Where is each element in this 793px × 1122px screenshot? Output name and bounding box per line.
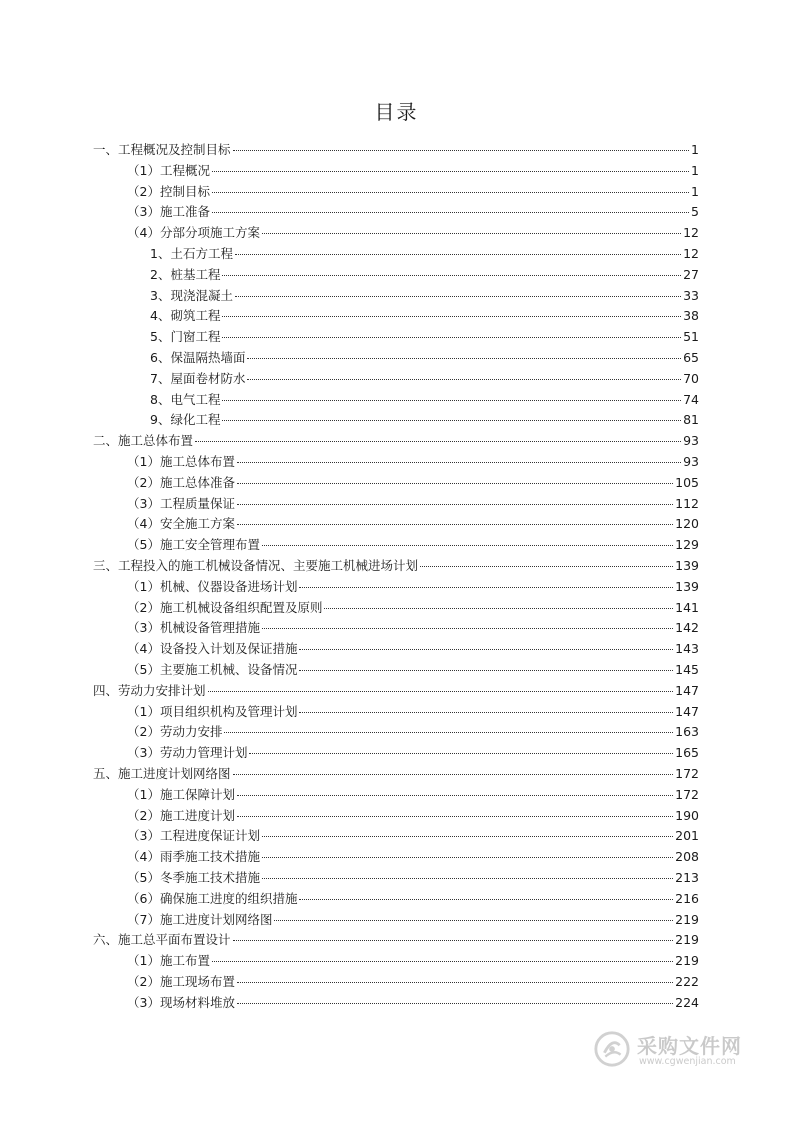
toc-entry-label: （5）主要施工机械、设备情况 [127,662,298,677]
toc-dot-leader [222,316,681,317]
toc-entry-page: 27 [683,266,699,282]
toc-entry[interactable] [150,306,699,326]
toc-entry-page: 12 [683,246,699,261]
toc-dot-leader [233,774,674,775]
toc-entry-page: 190 [675,807,699,823]
toc-entry[interactable] [127,868,699,888]
toc-dot-leader [299,712,673,713]
toc-entry[interactable] [127,202,699,222]
toc-entry-label: （4）雨季施工技术措施 [127,849,260,865]
toc-entry[interactable] [93,681,699,701]
toc-entry-label: （2）施工总体准备 [127,474,235,490]
toc-entry[interactable] [127,535,699,555]
toc-entry-label: 1、土石方工程 [150,246,233,261]
toc-dot-leader [237,1003,673,1004]
watermark [593,1028,758,1074]
toc-dot-leader [262,878,673,879]
toc-entry-page: 93 [683,454,699,469]
toc-entry-page: 143 [675,641,699,657]
toc-entry-page: 139 [675,558,699,573]
toc-entry-page: 224 [675,994,699,1010]
toc-entry[interactable] [127,452,699,472]
toc-dot-leader [299,670,673,671]
toc-dot-leader [222,337,681,338]
toc-entry-page: 141 [675,599,699,615]
toc-entry-label: （2）劳动力安排 [127,724,223,740]
watermark-url: www.cgwenjian.com [639,1056,736,1067]
toc-entry[interactable] [93,431,699,451]
toc-entry-label: 8、电气工程 [150,391,221,407]
toc-entry[interactable] [127,618,699,638]
toc-entry-page: 51 [683,329,699,345]
toc-entry-label: （1）施工总体布置 [127,454,235,469]
toc-entry-label: （2）施工机械设备组织配置及原则 [127,599,323,615]
toc-entry[interactable] [150,390,699,410]
toc-dot-leader [195,441,681,442]
toc-entry-label: 3、现浇混凝土 [150,287,233,303]
toc-entry-page: 38 [683,308,699,324]
toc-dot-leader [222,275,681,276]
toc-entry-label: （6）确保施工进度的组织措施 [127,890,298,906]
toc-entry-page: 1 [691,162,699,178]
toc-entry[interactable] [127,598,699,618]
toc-entry-page: 219 [675,932,699,948]
toc-dot-leader [247,358,681,359]
toc-entry-page: 147 [675,703,699,719]
toc-dot-leader [237,982,673,983]
toc-entry-label: （3）工程质量保证 [127,495,235,511]
toc-entry-label: （1）工程概况 [127,162,210,178]
toc-entry[interactable] [93,930,699,950]
toc-entry[interactable] [127,951,699,971]
toc-dot-leader [262,857,673,858]
toc-entry-page: 145 [675,662,699,677]
toc-entry-label: （4）设备投入计划及保证措施 [127,641,298,657]
toc-dot-leader [222,420,681,421]
toc-entry-label: 5、门窗工程 [150,329,221,345]
toc-entry[interactable] [150,244,699,264]
toc-dot-leader [262,545,673,546]
toc-dot-leader [237,462,681,463]
toc-entry-label: 五、施工进度计划网络图 [93,766,231,781]
toc-dot-leader [237,795,673,796]
toc-entry[interactable] [93,556,699,576]
toc-entry-page: 165 [675,745,699,761]
toc-entry[interactable] [127,847,699,867]
toc-entry-page: 219 [675,911,699,927]
toc-dot-leader [299,649,673,650]
toc-entry-page: 129 [675,537,699,553]
toc-dot-leader [212,171,689,172]
toc-entry-page: 33 [683,287,699,303]
toc-entry-label: 六、施工总平面布置设计 [93,932,231,948]
toc-dot-leader [247,379,681,380]
toc-entry-label: （7）施工进度计划网络图 [127,911,273,927]
toc-entry-page: 163 [675,724,699,740]
toc-entry[interactable] [127,806,699,826]
toc-entry-page: 1 [691,183,699,199]
toc-entry-label: 2、桩基工程 [150,266,221,282]
toc-entry-label: （2）施工现场布置 [127,974,235,989]
toc-entry[interactable] [150,410,699,430]
toc-entry-page: 93 [683,433,699,449]
toc-entry-label: 一、工程概况及控制目标 [93,142,231,157]
toc-dot-leader [233,940,674,941]
toc-entry-page: 142 [675,620,699,636]
toc-entry-label: （3）工程进度保证计划 [127,828,260,844]
toc-dot-leader [224,732,673,733]
toc-entry-label: （2）施工进度计划 [127,807,235,823]
toc-entry[interactable] [127,722,699,742]
toc-dot-leader [249,753,673,754]
toc-dot-leader [299,587,673,588]
toc-entry-page: 1 [691,142,699,157]
toc-entry-label: （4）分部分项施工方案 [127,225,260,241]
toc-entry[interactable] [127,514,699,534]
cgwenjian-logo-icon [593,1030,631,1068]
toc-dot-leader [233,150,690,151]
toc-entry-label: （1）项目组织机构及管理计划 [127,703,298,719]
toc-entry-label: （5）冬季施工技术措施 [127,870,260,885]
toc-entry-page: 120 [675,516,699,532]
toc-dot-leader [262,836,673,837]
toc-entry-label: （3）现场材料堆放 [127,994,235,1010]
toc-entry[interactable] [127,161,699,181]
toc-dot-leader [212,192,689,193]
toc-entry-page: 213 [675,870,699,885]
toc-entry[interactable] [127,702,699,722]
toc-entry-label: （3）劳动力管理计划 [127,745,248,761]
toc-entry[interactable] [150,286,699,306]
toc-dot-leader [262,628,673,629]
toc-entry-label: （3）施工准备 [127,204,210,220]
page-title: 目录 [374,100,419,124]
toc-entry-page: 12 [683,225,699,241]
toc-dot-leader [235,254,681,255]
toc-dot-leader [237,483,673,484]
toc-entry[interactable] [127,993,699,1013]
toc-entry-page: 222 [675,974,699,989]
toc-entry-label: （4）安全施工方案 [127,516,235,532]
toc-entry[interactable] [127,889,699,909]
toc-dot-leader [212,212,689,213]
toc-entry-page: 5 [691,204,699,220]
toc-entry-page: 201 [675,828,699,844]
toc-entry-label: （1）机械、仪器设备进场计划 [127,578,298,594]
toc-dot-leader [237,524,673,525]
toc-entry-page: 81 [683,412,699,428]
toc-entry-page: 172 [675,766,699,781]
toc-entry-page: 112 [675,495,699,511]
toc-entry-label: 7、屋面卷材防水 [150,370,246,386]
toc-entry-label: 4、砌筑工程 [150,308,221,324]
toc-entry-page: 216 [675,890,699,906]
toc-entry[interactable] [127,494,699,514]
toc-dot-leader [208,691,674,692]
toc-entry[interactable] [127,910,699,930]
toc-entry[interactable] [127,577,699,597]
toc-entry[interactable] [150,348,699,368]
toc-dot-leader [262,233,681,234]
toc-entry-label: （1）施工布置 [127,953,210,969]
toc-entry[interactable] [93,764,699,784]
toc-entry-page: 147 [675,682,699,698]
toc-dot-leader [274,920,673,921]
toc-entry-label: （2）控制目标 [127,183,210,199]
toc-entry[interactable] [127,473,699,493]
toc-entry-page: 139 [675,578,699,594]
toc-entry-page: 172 [675,786,699,802]
toc-entry-label: 二、施工总体布置 [93,433,194,449]
toc-entry-label: 6、保温隔热墙面 [150,350,246,365]
toc-entry[interactable] [127,785,699,805]
toc-entry[interactable] [127,639,699,659]
toc-entry[interactable] [150,265,699,285]
toc-entry-page: 105 [675,474,699,490]
toc-entry-page: 74 [683,391,699,407]
toc-entry[interactable] [150,327,699,347]
toc-entry[interactable] [150,369,699,389]
toc-entry[interactable] [127,182,699,202]
toc-entry[interactable] [127,660,699,680]
toc-entry-label: 四、劳动力安排计划 [93,682,206,698]
toc-entry-label: 9、绿化工程 [150,412,221,428]
toc-dot-leader [237,816,673,817]
toc-dot-leader [212,961,673,962]
toc-dot-leader [237,504,673,505]
toc-entry-page: 70 [683,370,699,386]
toc-entry-label: （3）机械设备管理措施 [127,620,260,636]
toc-entry-page: 208 [675,849,699,865]
toc-dot-leader [324,608,673,609]
toc-entry[interactable] [93,140,699,160]
toc-entry-label: （1）施工保障计划 [127,786,235,802]
toc-entry-page: 65 [683,350,699,365]
toc-dot-leader [222,400,681,401]
watermark-name: 采购文件网 [637,1034,742,1058]
toc-entry[interactable] [127,223,699,243]
toc-entry-label: （5）施工安全管理布置 [127,537,260,553]
toc-entry[interactable] [127,972,699,992]
toc-entry[interactable] [127,743,699,763]
toc-dot-leader [420,566,673,567]
toc-dot-leader [299,899,673,900]
toc-entry[interactable] [127,826,699,846]
toc-entry-page: 219 [675,953,699,969]
toc-dot-leader [235,296,681,297]
toc-entry-label: 三、工程投入的施工机械设备情况、主要施工机械进场计划 [93,558,419,573]
